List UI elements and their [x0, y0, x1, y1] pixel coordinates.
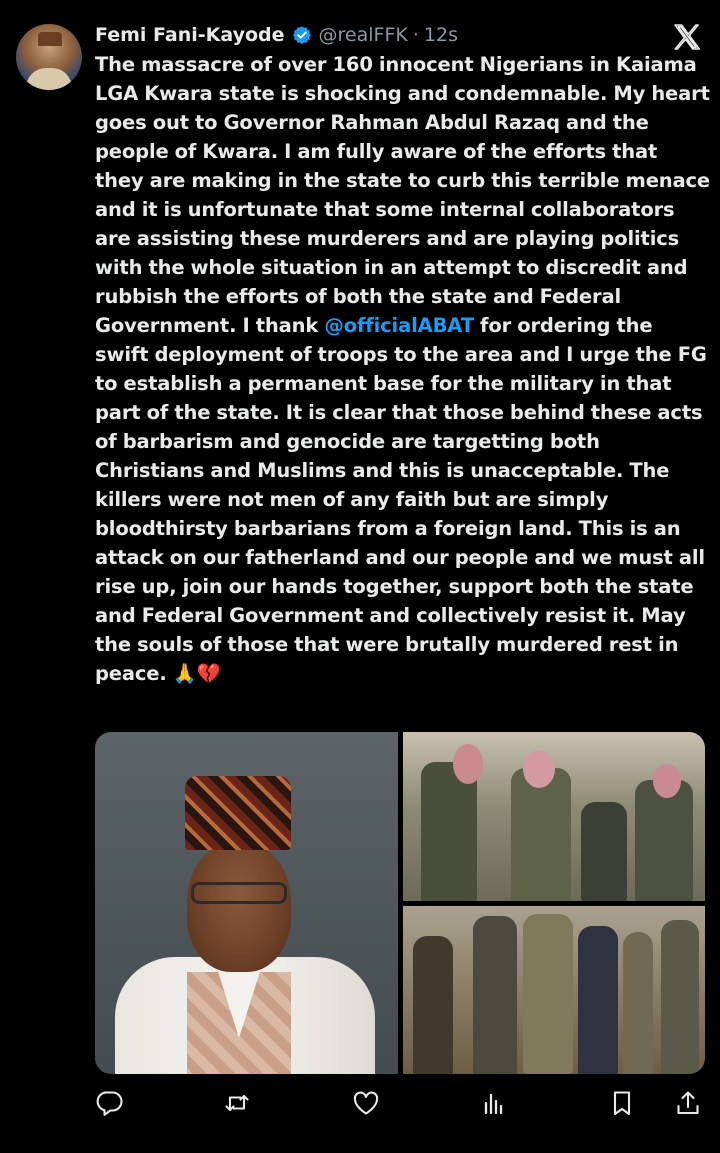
- photo-figure: [523, 914, 573, 1074]
- like-icon[interactable]: [351, 1088, 381, 1118]
- photo-figure: [623, 932, 653, 1074]
- tweet-header: [95, 20, 458, 50]
- photo-figure: [511, 768, 571, 901]
- author-name[interactable]: Femi Fani-Kayode: [95, 24, 285, 46]
- tweet-actions: [95, 1086, 705, 1122]
- verified-badge-icon: [292, 25, 312, 45]
- photo-hat: [185, 776, 291, 850]
- retweet-icon[interactable]: [222, 1088, 252, 1118]
- photo-figure: [661, 920, 699, 1074]
- share-icon[interactable]: [673, 1088, 703, 1118]
- media-photo-governor[interactable]: [95, 732, 398, 1074]
- media-photo-gunmen-2[interactable]: [403, 906, 705, 1074]
- photo-figure: [653, 764, 681, 798]
- tweet-text-part-2: for ordering the swift deployment of troops to the area and I urge the FG to establish a permanent base for the military in that part of the state. It is clear that those behind these acts of barbarism and genocide are targetting both Christians and Muslims and this is unacceptable. The killers were not men of any faith but are simply bloodthirsty barbarians from a foreign land. This is an attack on our fatherland and our people and we must all rise up, join our hands together, support both the state and Federal Government and collectively resist it. May the souls of those that were brutally murdered rest in peace.: [95, 314, 707, 685]
- reply-icon[interactable]: [95, 1088, 125, 1118]
- tweet-time[interactable]: 12s: [423, 24, 458, 46]
- photo-glasses: [191, 882, 287, 904]
- photo-figure: [453, 744, 483, 784]
- photo-figure: [581, 802, 627, 901]
- photo-figure: [635, 780, 693, 901]
- photo-figure: [413, 936, 453, 1074]
- header-separator: ·: [412, 24, 419, 46]
- media-grid: [95, 732, 705, 1074]
- photo-figure: [473, 916, 517, 1074]
- photo-figure: [523, 750, 555, 788]
- author-handle[interactable]: @realFFK: [318, 24, 408, 46]
- photo-figure: [578, 926, 618, 1074]
- media-photo-gunmen-1[interactable]: [403, 732, 705, 901]
- bookmark-icon[interactable]: [607, 1088, 637, 1118]
- views-icon[interactable]: [479, 1088, 509, 1118]
- x-logo-icon[interactable]: [672, 22, 702, 52]
- tweet-emoji: 🙏💔: [172, 662, 222, 685]
- photo-face: [187, 842, 291, 972]
- avatar-cap: [38, 32, 62, 46]
- mention-link[interactable]: @officialABAT: [324, 314, 474, 337]
- avatar-robe: [26, 68, 72, 90]
- tweet-text: [95, 50, 710, 688]
- tweet-text-part-1: The massacre of over 160 innocent Nigerians in Kaiama LGA Kwara state is shocking and condemnable. My heart goes out to Governor Rahman Abdul Razaq and the people of Kwara. I am fully aware of the efforts that they are making in the state to curb this terrible menace and it is unfortunate that some internal collaborators are assisting these murderers and are playing politics with the whole situation in an attempt to discredit and rubbish the efforts of both the state and Federal Government. I thank: [95, 53, 711, 337]
- author-avatar[interactable]: [16, 24, 82, 90]
